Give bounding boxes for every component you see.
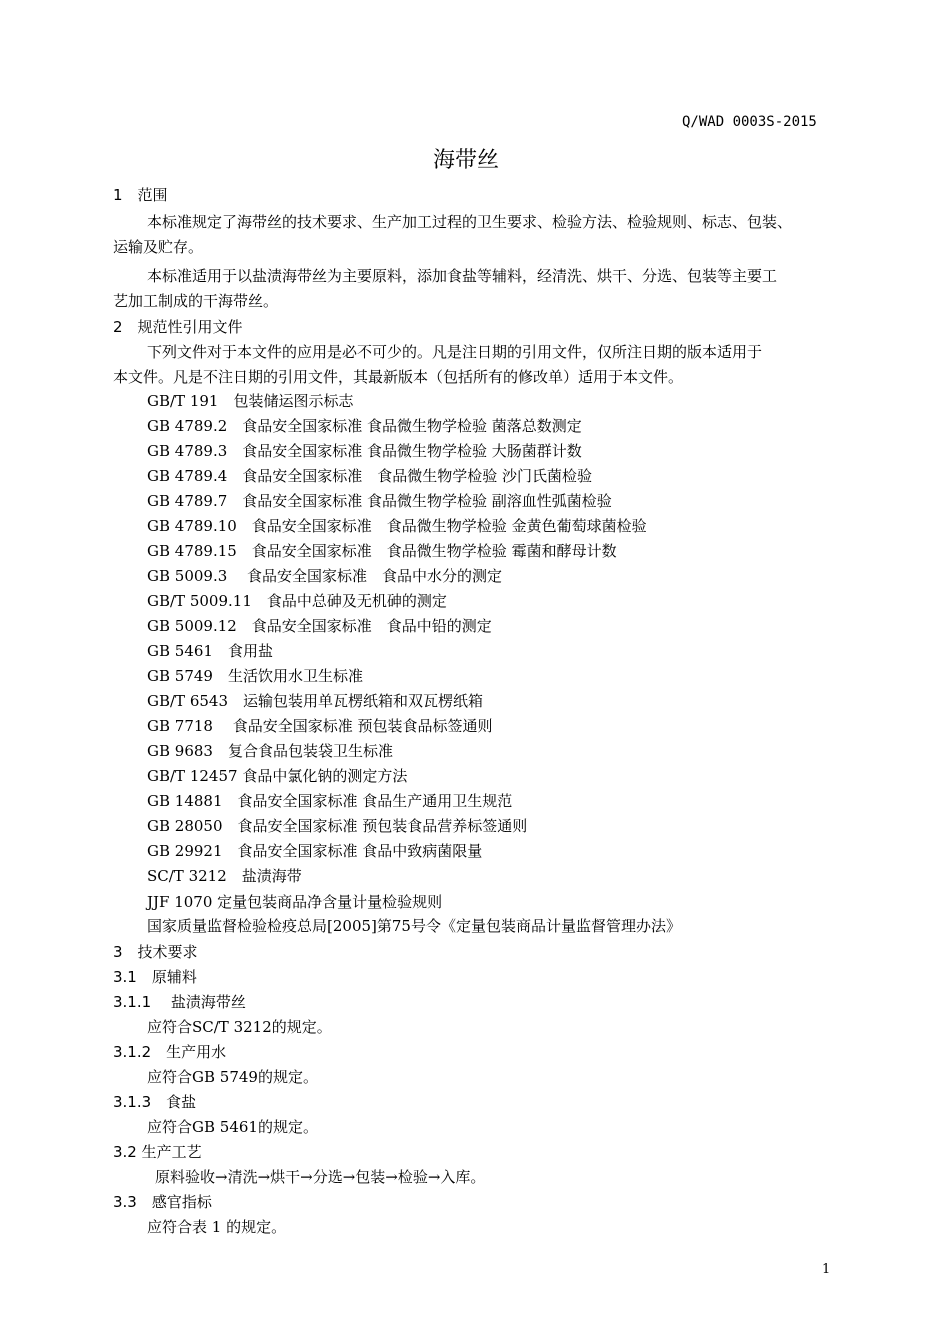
reference-item: GB 5461 食用盐 — [147, 642, 273, 660]
section-3-1-heading: 3.1 原辅料 — [113, 968, 197, 986]
reference-item: GB/T 6543 运输包装用单瓦楞纸箱和双瓦楞纸箱 — [147, 692, 484, 710]
scope-paragraph-2-line-2: 艺加工制成的干海带丝。 — [113, 292, 279, 310]
reference-item: GB 4789.7 食品安全国家标准 食品微生物学检验 副溶血性弧菌检验 — [147, 492, 612, 510]
section-3-1-1-heading: 3.1.1 盐渍海带丝 — [113, 993, 246, 1011]
reference-item: GB 14881 食品安全国家标准 食品生产通用卫生规范 — [147, 792, 513, 810]
reference-item: GB 4789.15 食品安全国家标准 食品微生物学检验 霉菌和酵母计数 — [147, 542, 617, 560]
reference-item: SC/T 3212 盐渍海带 — [147, 867, 302, 885]
section-3-1-3-text: 应符合GB 5461的规定。 — [147, 1118, 318, 1136]
reference-item: GB 4789.10 食品安全国家标准 食品微生物学检验 金黄色葡萄球菌检验 — [147, 517, 647, 535]
reference-item-jjf: JJF 1070 定量包装商品净含量计量检验规则 — [147, 893, 443, 911]
section-2-heading: 2 规范性引用文件 — [113, 318, 243, 336]
section-3-heading: 3 技术要求 — [113, 943, 198, 961]
document-number: Q/WAD 0003S-2015 — [682, 114, 817, 130]
reference-item: GB/T 5009.11 食品中总砷及无机砷的测定 — [147, 592, 447, 610]
section-3-2-text: 原料验收→清洗→烘干→分选→包装→检验→入库。 — [155, 1168, 486, 1186]
reference-item: GB 4789.4 食品安全国家标准 食品微生物学检验 沙门氏菌检验 — [147, 467, 593, 485]
reference-item: GB 28050 食品安全国家标准 预包装食品营养标签通则 — [147, 817, 528, 835]
section-3-1-2-text: 应符合GB 5749的规定。 — [147, 1068, 318, 1086]
reference-item: GB/T 12457 食品中氯化钠的测定方法 — [147, 767, 408, 785]
references-intro-line-1: 下列文件对于本文件的应用是必不可少的。凡是注日期的引用文件，仅所注日期的版本适用于 — [147, 343, 763, 361]
section-3-1-2-heading: 3.1.2 生产用水 — [113, 1043, 227, 1061]
section-3-1-3-heading: 3.1.3 食盐 — [113, 1093, 197, 1111]
reference-item-decree: 国家质量监督检验检疫总局[2005]第75号令《定量包装商品计量监督管理办法》 — [147, 917, 681, 935]
scope-paragraph-1-line-2: 运输及贮存。 — [113, 238, 204, 256]
section-3-3-heading: 3.3 感官指标 — [113, 1193, 212, 1211]
references-intro-line-2: 本文件。凡是不注日期的引用文件，其最新版本（包括所有的修改单）适用于本文件。 — [113, 368, 684, 386]
reference-item: GB 7718 食品安全国家标准 预包装食品标签通则 — [147, 717, 493, 735]
page-number: 1 — [822, 1262, 831, 1277]
section-3-2-heading: 3.2 生产工艺 — [113, 1143, 202, 1161]
reference-item: GB 4789.2 食品安全国家标准 食品微生物学检验 菌落总数测定 — [147, 417, 582, 435]
reference-item: GB 5009.12 食品安全国家标准 食品中铅的测定 — [147, 617, 492, 635]
reference-item: GB 9683 复合食品包装袋卫生标准 — [147, 742, 393, 760]
section-1-heading: 1 范围 — [113, 186, 168, 204]
reference-item: GB 5009.3 食品安全国家标准 食品中水分的测定 — [147, 567, 503, 585]
document-title: 海带丝 — [433, 148, 500, 173]
section-3-3-text: 应符合表 1 的规定。 — [147, 1218, 287, 1236]
reference-item: GB 4789.3 食品安全国家标准 食品微生物学检验 大肠菌群计数 — [147, 442, 582, 460]
reference-item: GB 29921 食品安全国家标准 食品中致病菌限量 — [147, 842, 483, 860]
scope-paragraph-1-line-1: 本标准规定了海带丝的技术要求、生产加工过程的卫生要求、检验方法、检验规则、标志、包装、 — [147, 213, 793, 231]
reference-item: GB 5749 生活饮用水卫生标准 — [147, 667, 363, 685]
section-3-1-1-text: 应符合SC/T 3212的规定。 — [147, 1018, 332, 1036]
reference-item: GB/T 191 包装储运图示标志 — [147, 392, 354, 410]
scope-paragraph-2-line-1: 本标准适用于以盐渍海带丝为主要原料，添加食盐等辅料，经清洗、烘干、分选、包装等主要工 — [147, 267, 778, 285]
